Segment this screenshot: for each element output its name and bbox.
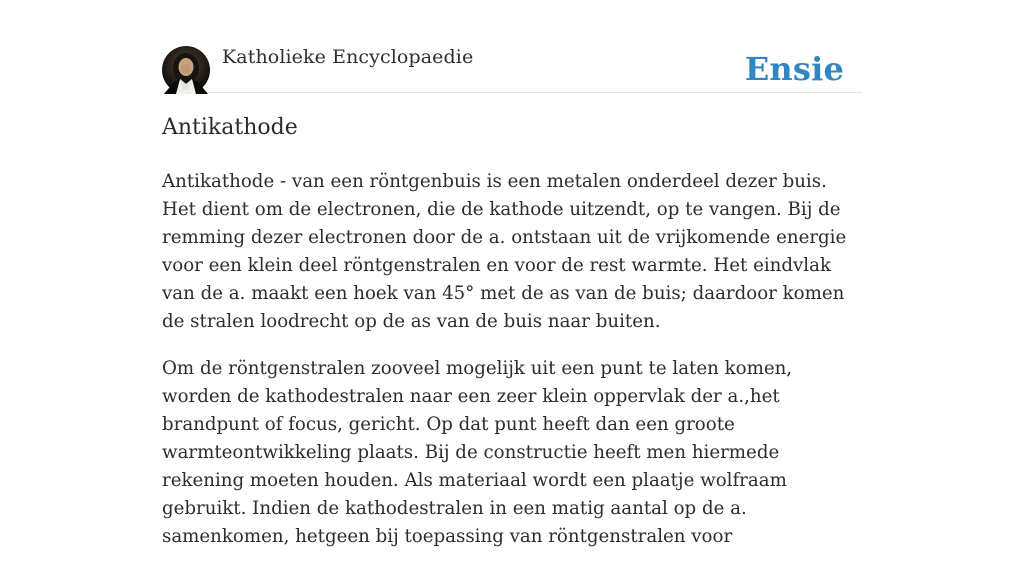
page <box>162 0 862 547</box>
article-body <box>162 168 862 570</box>
brand-logo[interactable]: Ensie <box>744 50 844 88</box>
site-header <box>162 0 862 93</box>
article-paragraph: Antikathode - van een röntgenbuis is een metalen onderdeel dezer buis. Het dient om de electronen, die de kathode uitzendt, op te vangen. Bij de remming dezer electronen door de a. ontstaan uit de vrijkomende energie voor een klein deel röntgenstralen en voor de rest warmte. Het eindvlak van de a. maakt een hoek van 45° met de as van de buis; daardoor komen de stralen loodrecht op de as van de buis naar buiten. <box>162 171 847 332</box>
article-title: Antikathode <box>162 115 298 140</box>
site-title[interactable]: Katholieke Encyclopaedie <box>222 46 474 68</box>
article-paragraph: Om de röntgenstralen zooveel mogelijk uit een punt te laten komen, worden de kathodestralen naar een zeer klein oppervlak der a.,het brandpunt of focus, gericht. Op dat punt heeft dan een groote warmteontwikkeling plaats. Bij de constructie heeft men hiermede rekening moeten houden. Als materiaal wordt een plaatje wolfraam gebruikt. Indien de kathodestralen in een matig aantal op de a. samenkomen, hetgeen bij toepassing van röntgenstralen voor <box>162 358 793 547</box>
portrait-avatar-icon[interactable] <box>162 46 210 94</box>
